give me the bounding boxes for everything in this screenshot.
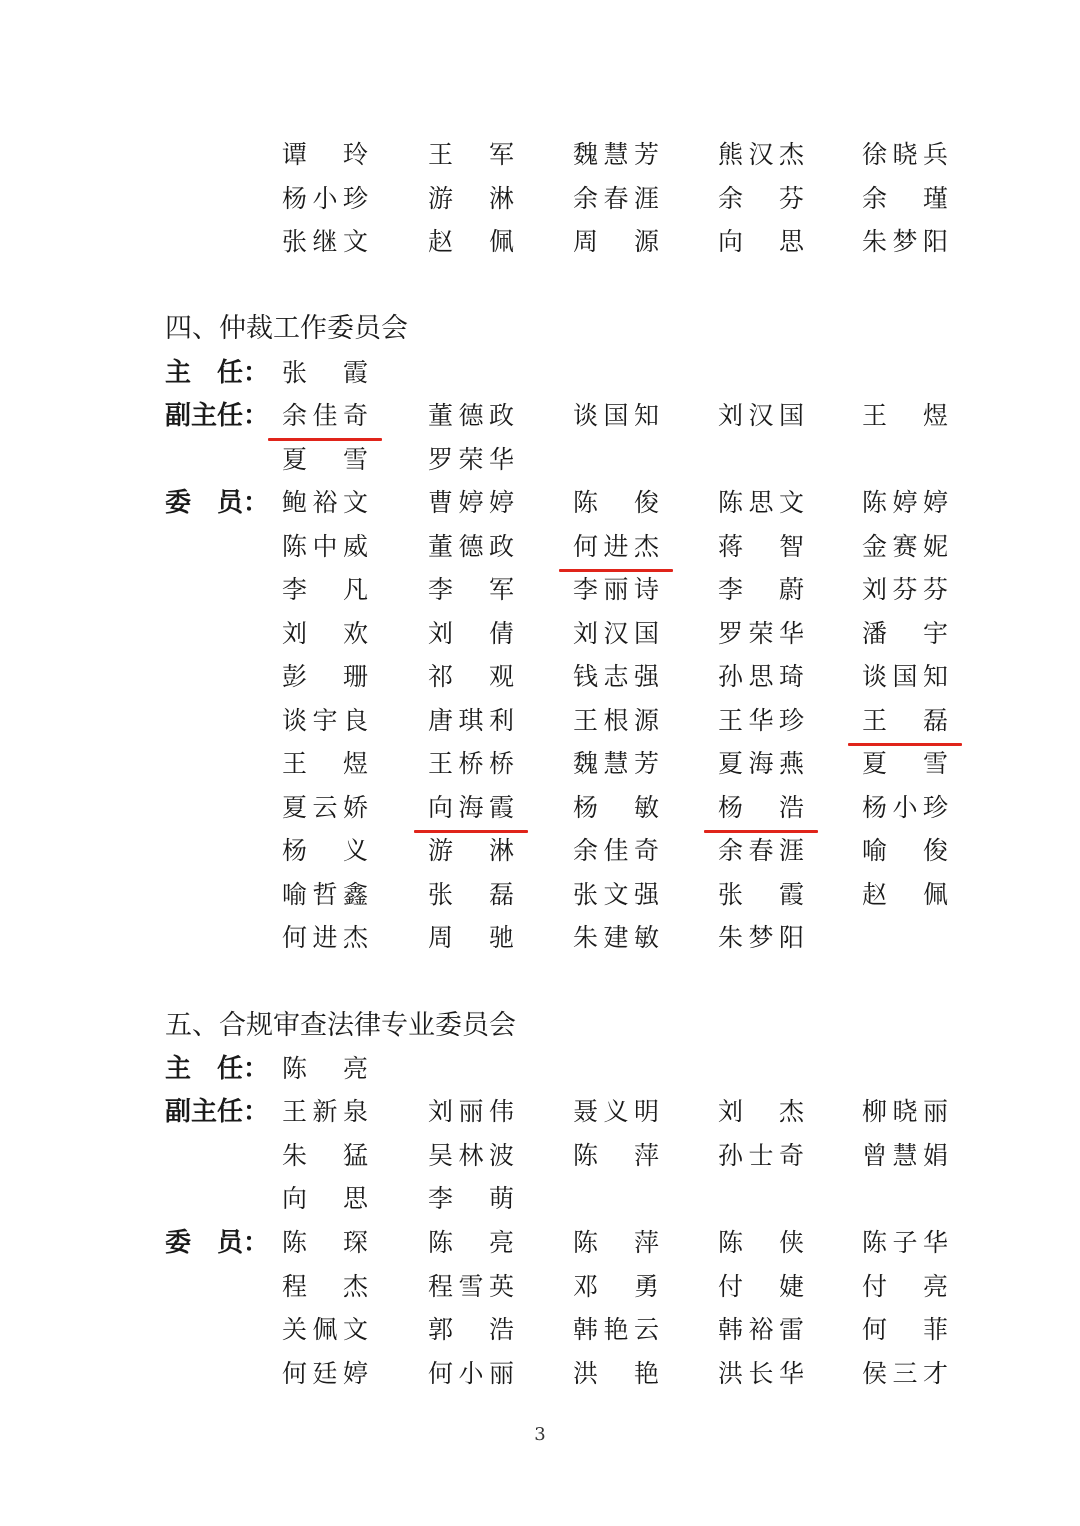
member-name: 陈 萍 <box>573 1228 659 1257</box>
member-name: 罗荣华 <box>718 618 804 648</box>
member-name: 程雪英 <box>428 1271 514 1301</box>
member-name: 谈宇良 <box>282 705 368 735</box>
member-name: 王桥桥 <box>428 749 514 778</box>
member-name: 吴林波 <box>428 1140 514 1170</box>
deputy-label: 副主任： <box>165 1097 270 1127</box>
member-name: 周 源 <box>573 227 659 256</box>
section-title: 四、仲裁工作委员会 <box>165 313 408 344</box>
members-label: 委 员： <box>165 1228 270 1258</box>
member-name: 陈 亮 <box>428 1228 514 1257</box>
member-name: 王根源 <box>573 705 659 735</box>
name-row <box>0 873 1080 917</box>
director-row <box>0 1047 1080 1091</box>
director-label: 主 任： <box>165 358 270 388</box>
member-name: 程 杰 <box>282 1271 368 1301</box>
name-row <box>0 481 1080 525</box>
name-row <box>0 133 1080 177</box>
member-name: 夏 雪 <box>862 749 948 778</box>
member-name: 魏慧芳 <box>573 140 659 169</box>
member-name: 聂义明 <box>573 1097 659 1126</box>
member-name: 孙思琦 <box>718 662 804 691</box>
member-name: 罗荣华 <box>428 444 514 474</box>
member-name: 周 驰 <box>428 923 514 952</box>
member-name: 王 煜 <box>282 749 368 778</box>
member-name: 何进杰 <box>282 923 368 952</box>
member-name: 刘芬芬 <box>862 575 948 604</box>
member-name: 余春涯 <box>573 183 659 213</box>
name-row <box>0 1265 1080 1309</box>
name-row <box>0 525 1080 569</box>
member-name: 王 军 <box>428 140 514 169</box>
member-name: 孙士奇 <box>718 1140 804 1170</box>
member-name: 张继文 <box>282 227 368 256</box>
member-name: 余 芬 <box>718 183 804 213</box>
member-name: 谈国知 <box>573 401 659 430</box>
member-name: 钱志强 <box>573 662 659 691</box>
member-name: 徐晓兵 <box>862 140 948 169</box>
member-name: 刘汉国 <box>573 618 659 648</box>
member-name: 关佩文 <box>282 1315 368 1344</box>
member-name: 郭 浩 <box>428 1315 514 1344</box>
member-name: 蒋 智 <box>718 531 804 561</box>
member-name: 金赛妮 <box>862 531 948 561</box>
member-name: 陈思文 <box>718 488 804 517</box>
member-name: 付 婕 <box>718 1271 804 1301</box>
member-name: 何廷婷 <box>282 1358 368 1388</box>
member-name: 朱建敏 <box>573 923 659 952</box>
member-name: 赵 佩 <box>428 227 514 256</box>
name-row <box>0 786 1080 830</box>
member-name: 朱梦阳 <box>718 923 804 952</box>
member-name: 陈 琛 <box>282 1228 368 1257</box>
member-name: 曾慧娟 <box>862 1140 948 1170</box>
name-row <box>0 394 1080 438</box>
member-name: 张 霞 <box>718 879 804 909</box>
member-name: 余春涯 <box>718 836 804 865</box>
name-row <box>0 916 1080 960</box>
member-name: 夏云娇 <box>282 792 368 822</box>
name-row <box>0 612 1080 656</box>
name-row <box>0 1352 1080 1396</box>
member-name: 陈中威 <box>282 531 368 561</box>
member-name: 王新泉 <box>282 1097 368 1126</box>
member-name: 喻哲鑫 <box>282 879 368 909</box>
name-row <box>0 568 1080 612</box>
member-name: 彭 珊 <box>282 662 368 691</box>
member-name: 余 瑾 <box>862 183 948 213</box>
member-name: 赵 佩 <box>862 879 948 909</box>
member-name: 向 思 <box>282 1184 368 1213</box>
member-name: 夏 雪 <box>282 444 368 474</box>
member-name: 熊汉杰 <box>718 140 804 169</box>
member-name: 魏慧芳 <box>573 749 659 778</box>
member-name: 陈子华 <box>862 1228 948 1257</box>
name-row <box>0 655 1080 699</box>
member-name: 洪长华 <box>718 1358 804 1388</box>
member-name: 董德政 <box>428 531 514 561</box>
name-row <box>0 699 1080 743</box>
member-name: 刘 欢 <box>282 618 368 648</box>
member-name: 向海霞 <box>428 786 514 830</box>
member-name: 王 磊 <box>862 699 948 743</box>
name-row <box>0 742 1080 786</box>
member-name: 杨 义 <box>282 836 368 865</box>
member-name: 刘丽伟 <box>428 1097 514 1126</box>
member-name: 陈 亮 <box>282 1054 368 1083</box>
member-name: 洪 艳 <box>573 1358 659 1388</box>
name-row <box>0 1177 1080 1221</box>
member-name: 向 思 <box>718 227 804 256</box>
member-name: 鲍裕文 <box>282 488 368 517</box>
member-name: 何进杰 <box>573 525 659 569</box>
member-name: 潘 宇 <box>862 618 948 648</box>
member-name: 付 亮 <box>862 1271 948 1301</box>
member-name: 侯三才 <box>862 1358 948 1388</box>
member-name: 陈婷婷 <box>862 488 948 517</box>
name-row <box>0 1134 1080 1178</box>
member-name: 韩裕雷 <box>718 1315 804 1344</box>
member-name: 李 军 <box>428 575 514 604</box>
member-name: 杨 敏 <box>573 792 659 822</box>
member-name: 刘 倩 <box>428 618 514 648</box>
name-row <box>0 177 1080 221</box>
deputy-label: 副主任： <box>165 401 270 431</box>
member-name: 陈 萍 <box>573 1140 659 1170</box>
member-name: 游 淋 <box>428 183 514 213</box>
member-name: 谈国知 <box>862 662 948 691</box>
member-name: 谭 玲 <box>282 140 368 169</box>
member-name: 杨小珍 <box>282 183 368 213</box>
member-name: 刘 杰 <box>718 1097 804 1126</box>
name-row <box>0 438 1080 482</box>
director-label: 主 任： <box>165 1054 270 1084</box>
member-name: 夏海燕 <box>718 749 804 778</box>
page-number: 3 <box>534 1424 546 1445</box>
member-name: 王华珍 <box>718 705 804 735</box>
name-row <box>0 1090 1080 1134</box>
member-name: 游 淋 <box>428 836 514 865</box>
member-name: 何 菲 <box>862 1315 948 1344</box>
member-name: 喻 俊 <box>862 836 948 865</box>
member-name: 张 磊 <box>428 879 514 909</box>
name-row <box>0 829 1080 873</box>
member-name: 朱梦阳 <box>862 227 948 256</box>
member-name: 曹婷婷 <box>428 488 514 517</box>
member-name: 李 萌 <box>428 1184 514 1213</box>
name-row <box>0 220 1080 264</box>
member-name: 李 凡 <box>282 575 368 604</box>
section-title: 五、合规审查法律专业委员会 <box>165 1010 516 1041</box>
member-name: 陈 侠 <box>718 1228 804 1257</box>
name-row <box>0 1221 1080 1265</box>
member-name: 邓 勇 <box>573 1271 659 1301</box>
member-name: 杨小珍 <box>862 792 948 822</box>
member-name: 李丽诗 <box>573 575 659 604</box>
member-name: 杨 浩 <box>718 786 804 830</box>
member-name: 韩艳云 <box>573 1315 659 1344</box>
members-label: 委 员： <box>165 488 270 518</box>
member-name: 余佳奇 <box>282 394 368 438</box>
member-name: 王 煜 <box>862 401 948 430</box>
member-name: 何小丽 <box>428 1358 514 1388</box>
director-row <box>0 351 1080 395</box>
member-name: 柳晓丽 <box>862 1097 948 1126</box>
member-name: 李 蔚 <box>718 575 804 604</box>
member-name: 唐琪利 <box>428 705 514 735</box>
member-name: 陈 俊 <box>573 488 659 517</box>
member-name: 张文强 <box>573 879 659 909</box>
member-name: 朱 猛 <box>282 1140 368 1170</box>
member-name: 余佳奇 <box>573 836 659 865</box>
name-row <box>0 1308 1080 1352</box>
member-name: 张 霞 <box>282 358 368 387</box>
member-name: 董德政 <box>428 401 514 430</box>
member-name: 刘汉国 <box>718 401 804 430</box>
member-name: 祁 观 <box>428 662 514 691</box>
